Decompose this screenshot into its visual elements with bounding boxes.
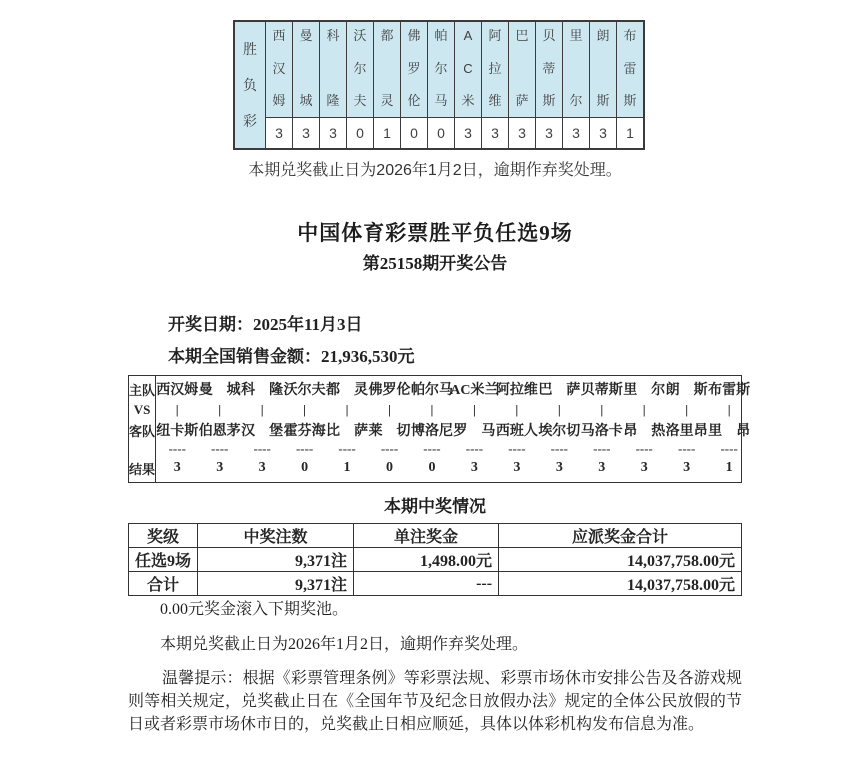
team-name-char: 尔 <box>569 93 583 108</box>
prize-table <box>128 523 742 596</box>
away-team-12: 昂 热 <box>623 424 666 439</box>
shengfucai-label-char-1: 负 <box>243 77 257 93</box>
dash-separator: ---- <box>211 441 229 456</box>
team-name-char: 米 <box>461 93 475 108</box>
match-result-12: 3 <box>640 460 648 475</box>
vs-separator: | <box>600 401 604 417</box>
match-column-14 <box>708 376 750 482</box>
team-name-char: 斯 <box>623 93 637 108</box>
team-name-char: 拉 <box>488 60 502 76</box>
result-value-3: 3 <box>320 117 346 148</box>
prize-col-header-3: 应派奖金合计 <box>499 524 742 548</box>
result-value-7: 0 <box>428 117 454 148</box>
notice-paragraph: 温馨提示：根据《彩票管理条例》等彩票法规、彩票市场休市安排公告及各游戏规则等相关规定，兑奖截止日在《全国年节及纪念日放假办法》规定的全体公民放假的节日或者彩票市场休市日的，兑奖截止日相应顺延，具体以体彩机构发布信息为准。 <box>128 670 742 733</box>
prize-row-0 <box>129 548 742 572</box>
away-team-9: 西班人 <box>495 424 538 439</box>
vs-separator: | <box>472 401 476 417</box>
announcement-title: 中国体育彩票胜平负任选9场 <box>297 221 573 245</box>
team-name-char: 雷 <box>623 60 637 76</box>
home-team-8: AC米兰 <box>450 383 499 398</box>
shengfucai-label-char-2: 彩 <box>243 113 257 129</box>
top-deadline-notice: 本期兑奖截止日为2026年1月2日，逾期作弃奖处理。 <box>248 162 622 179</box>
dash-separator: ---- <box>295 441 314 456</box>
team-name-char: 伦 <box>407 93 421 108</box>
vs-separator: | <box>260 401 264 417</box>
winning-count: 9,371注 <box>198 548 354 572</box>
home-team-4: 沃尔夫 <box>283 383 326 398</box>
team-name-char: 贝 <box>542 28 556 43</box>
match-result-8: 3 <box>470 460 478 475</box>
match-column-9 <box>496 376 538 482</box>
match-column-7 <box>411 376 453 482</box>
match-result-2: 3 <box>216 460 224 475</box>
sales-amount-line: 本期全国销售金额：21,936,530元 <box>168 347 415 366</box>
team-name-char: 佛 <box>407 28 421 43</box>
prize-level: 任选9场 <box>129 548 198 572</box>
match-results-table <box>128 375 751 483</box>
team-name-char: 斯 <box>542 93 556 108</box>
team-name-char: 斯 <box>596 93 610 108</box>
match-result-6: 0 <box>386 460 393 475</box>
vs-separator: | <box>345 401 349 417</box>
dash-separator: ---- <box>380 441 399 456</box>
team-name-char: 姆 <box>272 93 286 108</box>
team-name-char: 曼 <box>299 28 313 43</box>
result-value-1: 3 <box>266 117 292 148</box>
dash-separator: ---- <box>550 441 568 456</box>
team-name-char: 尔 <box>353 60 367 76</box>
rollover-note: 0.00元奖金滚入下期奖池。 <box>160 601 349 618</box>
team-name-char: C <box>463 60 473 76</box>
draw-date-line: 开奖日期：2025年11月3日 <box>168 315 363 334</box>
result-value-13: 3 <box>590 117 616 148</box>
announcement-subtitle: 第25158期开奖公告 <box>362 254 508 273</box>
vs-separator: | <box>218 401 222 417</box>
away-team-10: 埃尔切 <box>538 424 581 439</box>
away-team-4: 霍芬海 <box>283 424 326 439</box>
match-column-5 <box>326 376 368 482</box>
away-team-13: 洛里昂 <box>665 424 708 439</box>
team-name-char: 夫 <box>353 93 367 108</box>
team-name-char: 布 <box>623 28 637 43</box>
away-team-2: 伯恩茅 <box>198 424 241 439</box>
team-name-char: 尔 <box>434 60 448 76</box>
team-name-char: A <box>463 28 473 43</box>
away-team-3: 汉 堡 <box>241 424 284 439</box>
match-column-3 <box>241 376 283 482</box>
team-name-char: 帕 <box>434 28 448 43</box>
team-name-char: 萨 <box>515 93 529 108</box>
result-value-4: 0 <box>347 117 373 148</box>
result-value-11: 3 <box>536 117 562 148</box>
away-team-7: 博洛尼 <box>410 424 453 439</box>
match-result-9: 3 <box>513 460 521 475</box>
vs-separator: | <box>642 401 646 417</box>
team-name-char: 城 <box>299 93 313 108</box>
away-team-11: 马洛卡 <box>580 424 623 439</box>
team-name-char: 汉 <box>272 60 286 76</box>
result-value-12: 3 <box>563 117 589 148</box>
dash-separator: ---- <box>508 441 526 456</box>
winning-count: 9,371注 <box>198 572 354 596</box>
match-result-10: 3 <box>555 460 563 475</box>
home-team-13: 朗 斯 <box>665 383 708 398</box>
team-name-char: 维 <box>488 93 502 108</box>
result-value-5: 1 <box>374 117 400 148</box>
match-column-8 <box>450 376 499 482</box>
result-value-10: 3 <box>509 117 535 148</box>
single-prize: 1,498.00元 <box>354 548 499 572</box>
match-column-4 <box>283 376 325 482</box>
match-table-label-column <box>129 376 156 482</box>
result-value-9: 3 <box>482 117 508 148</box>
vs-separator: | <box>515 401 519 417</box>
dash-separator: ---- <box>168 441 186 456</box>
team-name-char: 里 <box>569 28 583 43</box>
dash-separator: ---- <box>253 441 271 456</box>
match-column-10 <box>538 376 580 482</box>
away-team-8: 罗 马 <box>453 424 496 439</box>
dash-separator: ---- <box>720 441 738 456</box>
total-prize: 14,037,758.00元 <box>499 548 742 572</box>
result-value-14: 1 <box>617 117 643 148</box>
vs-separator: | <box>685 401 689 417</box>
result-value-6: 0 <box>401 117 427 148</box>
prize-table-header-row <box>129 524 742 548</box>
match-column-13 <box>665 376 707 482</box>
match-column-11 <box>581 376 623 482</box>
team-name-char: 都 <box>380 28 394 43</box>
vs-separator: | <box>727 401 731 417</box>
prize-row-1 <box>129 572 742 596</box>
home-team-11: 贝蒂斯 <box>580 383 623 398</box>
dash-separator: ---- <box>635 441 653 456</box>
home-team-5: 都 灵 <box>326 383 369 398</box>
match-result-3: 3 <box>258 460 266 475</box>
total-prize: 14,037,758.00元 <box>499 572 742 596</box>
home-team-3: 科 隆 <box>241 383 284 398</box>
team-name-char: 科 <box>326 28 340 43</box>
team-name-char: 蒂 <box>542 60 556 76</box>
home-team-7: 帕尔马 <box>410 383 453 398</box>
team-name-char: 西 <box>272 28 286 43</box>
dash-separator: ---- <box>338 441 356 456</box>
home-team-10: 巴 萨 <box>538 383 581 398</box>
shengfucai-label-char-0: 胜 <box>243 41 257 57</box>
prize-section-heading: 本期中奖情况 <box>384 497 486 516</box>
team-name-char: 巴 <box>515 28 529 43</box>
dash-separator: ---- <box>593 441 611 456</box>
prize-col-header-0: 奖级 <box>129 524 198 548</box>
match-result-13: 3 <box>683 460 691 475</box>
dash-separator: ---- <box>465 441 484 456</box>
announcement-document <box>128 0 751 774</box>
home-team-2: 曼 城 <box>198 383 241 398</box>
match-column-1 <box>156 376 198 482</box>
away-team-5: 比 萨 <box>326 424 369 439</box>
match-result-7: 0 <box>428 460 436 475</box>
home-team-9: 阿拉维 <box>495 383 538 398</box>
vs-label: VS <box>133 401 151 417</box>
single-prize: --- <box>354 572 499 596</box>
result-value-8: 3 <box>455 117 481 148</box>
prize-col-header-1: 中奖注数 <box>198 524 354 548</box>
match-column-6 <box>368 376 410 482</box>
team-name-char: 马 <box>434 93 448 108</box>
prize-col-header-2: 单注奖金 <box>354 524 499 548</box>
match-table-columns <box>156 376 750 482</box>
vs-separator: | <box>557 401 561 417</box>
home-team-14: 布雷斯 <box>708 383 751 398</box>
match-column-2 <box>198 376 240 482</box>
home-team-12: 里 尔 <box>623 383 666 398</box>
away-team-14: 里 昂 <box>708 424 751 439</box>
match-column-12 <box>623 376 665 482</box>
vs-separator: | <box>175 401 179 417</box>
team-name-char: 灵 <box>380 93 394 108</box>
home-team-1: 西汉姆 <box>156 383 199 398</box>
prize-level: 合计 <box>129 572 198 596</box>
vs-separator: | <box>388 401 391 417</box>
vs-separator: | <box>303 401 307 417</box>
home-team-6: 佛罗伦 <box>368 383 411 398</box>
away-team-6: 莱 切 <box>368 424 411 439</box>
result-value-2: 3 <box>293 117 319 148</box>
match-result-1: 3 <box>173 460 181 475</box>
away-team-1: 纽卡斯 <box>156 424 199 439</box>
match-result-5: 1 <box>343 460 351 475</box>
vs-separator: | <box>430 401 434 417</box>
team-name-char: 阿 <box>488 28 502 43</box>
team-name-char: 隆 <box>326 93 340 108</box>
home-row-label: 主队 <box>129 382 156 398</box>
team-name-char: 沃 <box>353 28 367 43</box>
match-result-14: 1 <box>725 460 733 475</box>
result-row-label: 结果 <box>129 461 156 477</box>
deadline-note: 本期兑奖截止日为2026年1月2日，逾期作弃奖处理。 <box>160 636 529 653</box>
match-result-4: 0 <box>301 460 309 475</box>
match-result-11: 3 <box>598 460 606 475</box>
team-name-char: 罗 <box>407 60 421 76</box>
away-row-label: 客队 <box>129 423 156 439</box>
dash-separator: ---- <box>423 441 441 456</box>
team-name-char: 朗 <box>596 28 610 43</box>
dash-separator: ---- <box>678 441 696 456</box>
